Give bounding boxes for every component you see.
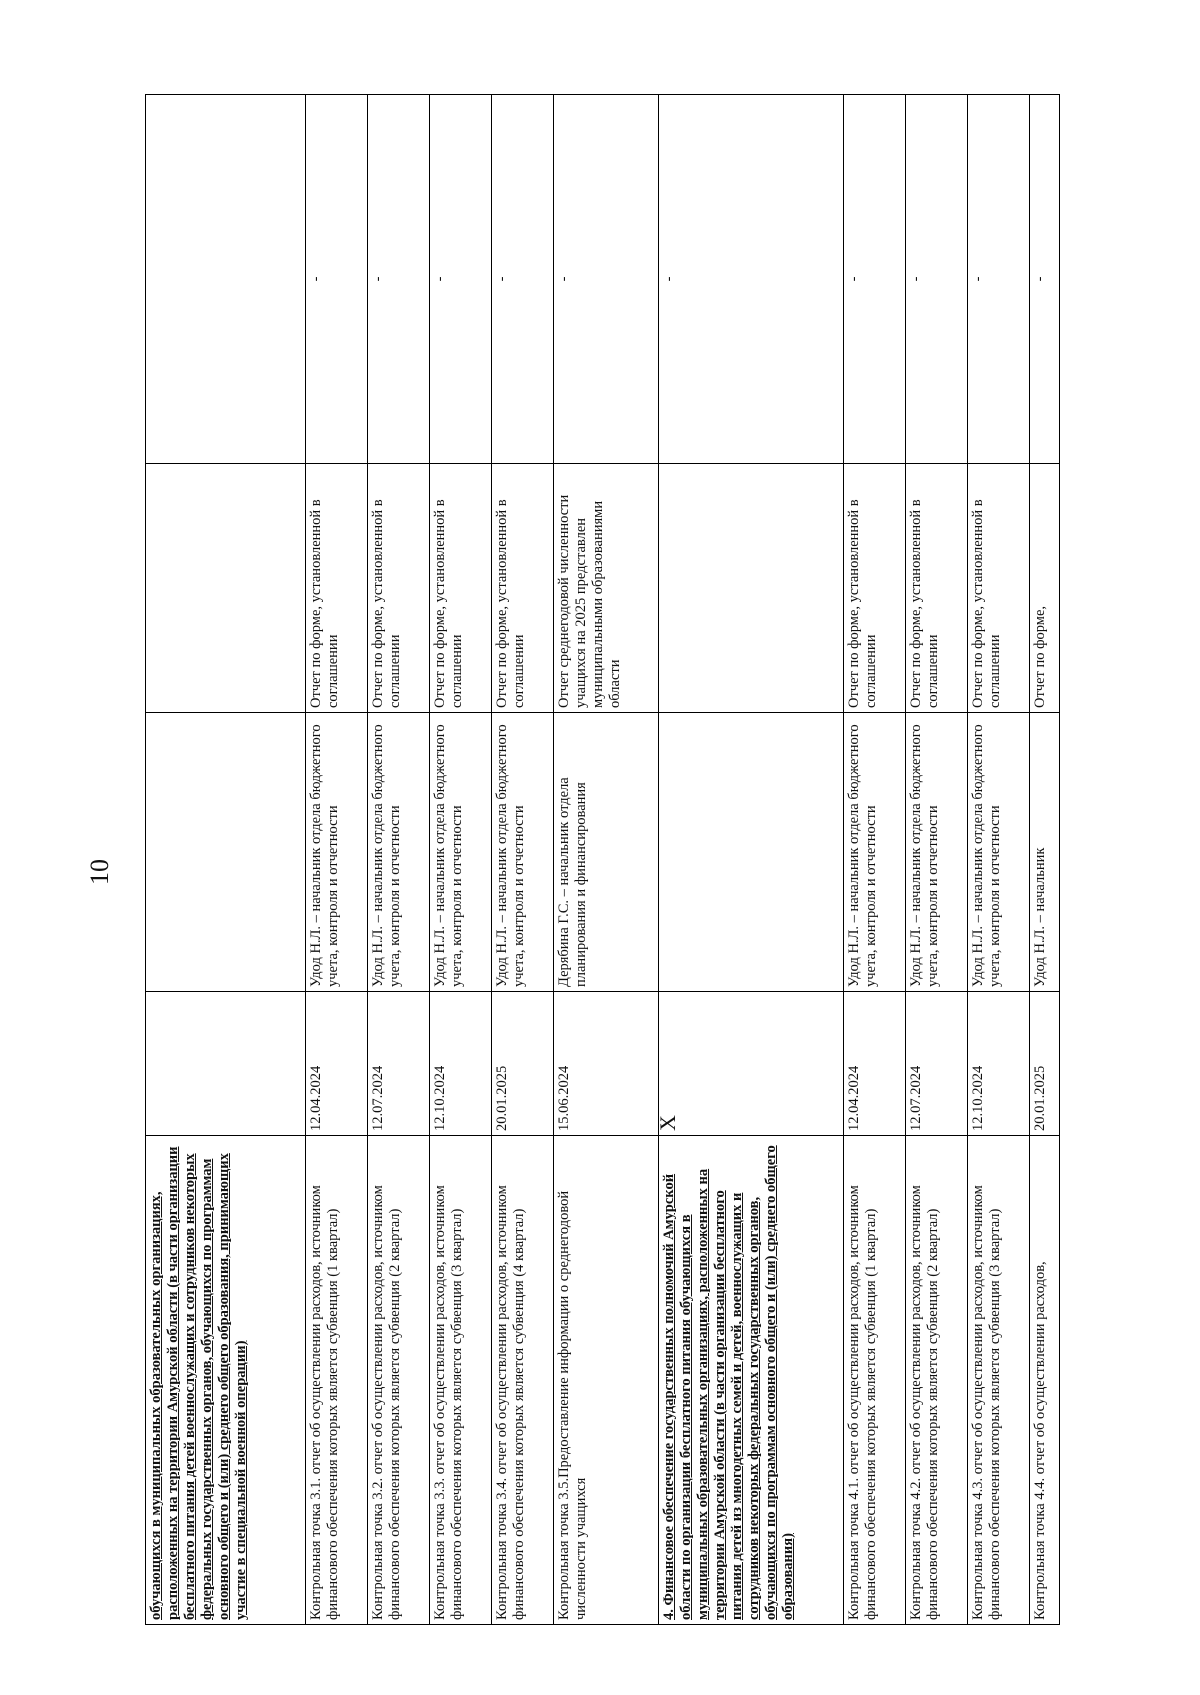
- document-cell: Отчет по форме, установленной в соглашении: [430, 464, 492, 713]
- date-cell: X: [659, 992, 844, 1136]
- date-cell: 15.06.2024: [554, 992, 659, 1136]
- event-name-cell: Контрольная точка 3.4. отчет об осуществлении расходов, источником финансового обеспечения которых является субвенция (4 квартал): [492, 1136, 554, 1625]
- document-cell: Отчет по форме, установленной в соглашении: [906, 464, 968, 713]
- dash-cell: -: [968, 95, 1030, 464]
- document-cell: Отчет по форме,: [1030, 464, 1060, 713]
- control-points-table: [145, 94, 1060, 1625]
- table-row: [554, 95, 659, 1625]
- table-row: [659, 95, 844, 1625]
- table-row: [844, 95, 906, 1625]
- event-name-cell: 4. Финансовое обеспечение государственных полномочий Амурской области по организации бесплатного питания обучающихся в муниципальных образовательных организациях, расположенных на территории Амурской области (в части организации бесплатного питания детей из многодетных семей и детей, военнослужащих и сотрудников некоторых федеральных государственных органов, обучающихся по программам основного общего и (или) среднего общего образования): [659, 1136, 844, 1625]
- event-name-cell: Контрольная точка 4.2. отчет об осуществлении расходов, источником финансового обеспечения которых является субвенция (2 квартал): [906, 1136, 968, 1625]
- responsible-cell: Удод Н.Л. – начальник отдела бюджетного учета, контроля и отчетности: [492, 713, 554, 992]
- dash-cell: [146, 95, 306, 464]
- date-cell: 12.07.2024: [368, 992, 430, 1136]
- document-cell: [146, 464, 306, 713]
- document-cell: Отчет по форме, установленной в соглашении: [968, 464, 1030, 713]
- event-name-cell: Контрольная точка 3.1. отчет об осуществлении расходов, источником финансового обеспечения которых является субвенция (1 квартал): [306, 1136, 368, 1625]
- event-name-cell: Контрольная точка 3.5.Предоставление информации о среднегодовой численности учащихся: [554, 1136, 659, 1625]
- date-cell: 12.07.2024: [906, 992, 968, 1136]
- event-name-cell: Контрольная точка 3.2. отчет об осуществлении расходов, источником финансового обеспечения которых является субвенция (2 квартал): [368, 1136, 430, 1625]
- table-row: [968, 95, 1030, 1625]
- event-name-cell: обучающихся в муниципальных образовательных организациях, расположенных на территории Амурской области (в части организации бесплатного питания детей военнослужащих и сотрудников некоторых федеральных государственных органов, обучающихся по программам основного общего и (или) среднего общего образования, принимающих участие в специальной военной операции): [146, 1136, 306, 1625]
- dash-cell: -: [906, 95, 968, 464]
- rotated-table-wrapper: [145, 140, 1048, 1625]
- responsible-cell: Удод Н.Л. – начальник отдела бюджетного учета, контроля и отчетности: [430, 713, 492, 992]
- document-cell: Отчет по форме, установленной в соглашении: [368, 464, 430, 713]
- dash-cell: -: [659, 95, 844, 464]
- event-name-cell: Контрольная точка 4.3. отчет об осуществлении расходов, источником финансового обеспечения которых является субвенция (3 квартал): [968, 1136, 1030, 1625]
- table-row: [368, 95, 430, 1625]
- document-cell: Отчет по форме, установленной в соглашении: [306, 464, 368, 713]
- responsible-cell: Удод Н.Л. – начальник отдела бюджетного учета, контроля и отчетности: [844, 713, 906, 992]
- document-cell: Отчет по форме, установленной в соглашении: [844, 464, 906, 713]
- responsible-cell: Удод Н.Л. – начальник отдела бюджетного учета, контроля и отчетности: [306, 713, 368, 992]
- document-cell: Отчет по форме, установленной в соглашении: [492, 464, 554, 713]
- page-number: 10: [85, 859, 114, 885]
- responsible-cell: Удод Н.Л. – начальник отдела бюджетного учета, контроля и отчетности: [906, 713, 968, 992]
- dash-cell: -: [554, 95, 659, 464]
- event-name-cell: Контрольная точка 4.4. отчет об осуществлении расходов,: [1030, 1136, 1060, 1625]
- table-row: [492, 95, 554, 1625]
- document-cell: [659, 464, 844, 713]
- table-row: [306, 95, 368, 1625]
- date-cell: 12.10.2024: [968, 992, 1030, 1136]
- document-cell: Отчет среднегодовой численности учащихся на 2025 представлен муниципальными образованиями области: [554, 464, 659, 713]
- responsible-cell: Удод Н.Л. – начальник отдела бюджетного учета, контроля и отчетности: [368, 713, 430, 992]
- responsible-cell: Удод Н.Л. – начальник: [1030, 713, 1060, 992]
- table-row: [146, 95, 306, 1625]
- dash-cell: -: [844, 95, 906, 464]
- event-name-cell: Контрольная точка 4.1. отчет об осуществлении расходов, источником финансового обеспечения которых является субвенция (1 квартал): [844, 1136, 906, 1625]
- date-cell: 20.01.2025: [1030, 992, 1060, 1136]
- table-row: [430, 95, 492, 1625]
- dash-cell: -: [368, 95, 430, 464]
- dash-cell: -: [492, 95, 554, 464]
- date-cell: 12.04.2024: [844, 992, 906, 1136]
- dash-cell: -: [1030, 95, 1060, 464]
- responsible-cell: [659, 713, 844, 992]
- dash-cell: -: [430, 95, 492, 464]
- table-row: [1030, 95, 1060, 1625]
- dash-cell: -: [306, 95, 368, 464]
- event-name-cell: Контрольная точка 3.3. отчет об осуществлении расходов, источником финансового обеспечения которых является субвенция (3 квартал): [430, 1136, 492, 1625]
- responsible-cell: [146, 713, 306, 992]
- date-cell: 12.10.2024: [430, 992, 492, 1136]
- date-cell: 12.04.2024: [306, 992, 368, 1136]
- date-cell: [146, 992, 306, 1136]
- responsible-cell: Удод Н.Л. – начальник отдела бюджетного учета, контроля и отчетности: [968, 713, 1030, 992]
- responsible-cell: Дерябина Г.С. – начальник отдела планирования и финансирования: [554, 713, 659, 992]
- table-row: [906, 95, 968, 1625]
- date-cell: 20.01.2025: [492, 992, 554, 1136]
